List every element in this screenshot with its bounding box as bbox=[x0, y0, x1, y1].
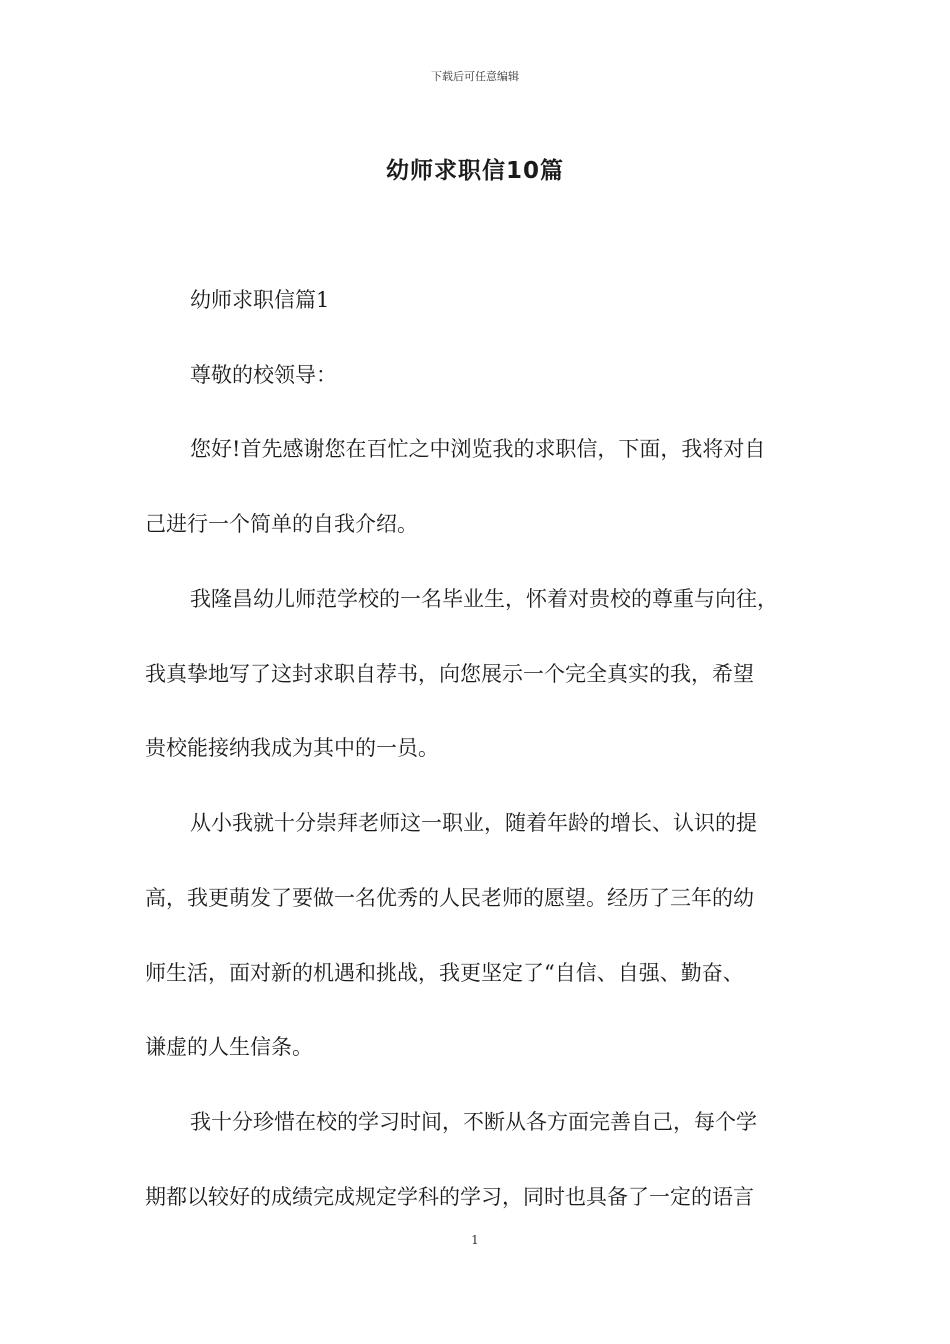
paragraph-line: 我真挚地写了这封求职自荐书，向您展示一个完全真实的我，希望 bbox=[145, 662, 754, 686]
page-header: 下载后可任意编辑 bbox=[431, 70, 519, 83]
paragraph-line: 我十分珍惜在校的学习时间，不断从各方面完善自己，每个学 bbox=[190, 1110, 757, 1134]
paragraph-line: 我隆昌幼儿师范学校的一名毕业生，怀着对贵校的尊重与向往， bbox=[190, 587, 778, 611]
paragraph-line: 贵校能接纳我成为其中的一员。 bbox=[145, 736, 439, 760]
document-title: 幼师求职信10篇 bbox=[385, 158, 564, 184]
paragraph-line: 期都以较好的成绩完成规定学科的学习，同时也具备了一定的语言 bbox=[145, 1185, 754, 1209]
paragraph-line: 师生活，面对新的机遇和挑战，我更坚定了“自信、自强、勤奋、 bbox=[145, 961, 744, 985]
paragraph-line: 谦虚的人生信条。 bbox=[145, 1035, 313, 1059]
section-heading: 幼师求职信篇1 bbox=[190, 288, 330, 312]
salutation: 尊敬的校领导： bbox=[190, 363, 337, 387]
page-number: 1 bbox=[471, 1233, 479, 1247]
paragraph-line: 从小我就十分崇拜老师这一职业，随着年龄的增长、认识的提 bbox=[190, 811, 757, 835]
paragraph-line: 您好!首先感谢您在百忙之中浏览我的求职信，下面，我将对自 bbox=[190, 437, 766, 461]
paragraph-line: 己进行一个简单的自我介绍。 bbox=[145, 512, 418, 536]
paragraph-line: 高，我更萌发了要做一名优秀的人民老师的愿望。经历了三年的幼 bbox=[145, 886, 754, 910]
